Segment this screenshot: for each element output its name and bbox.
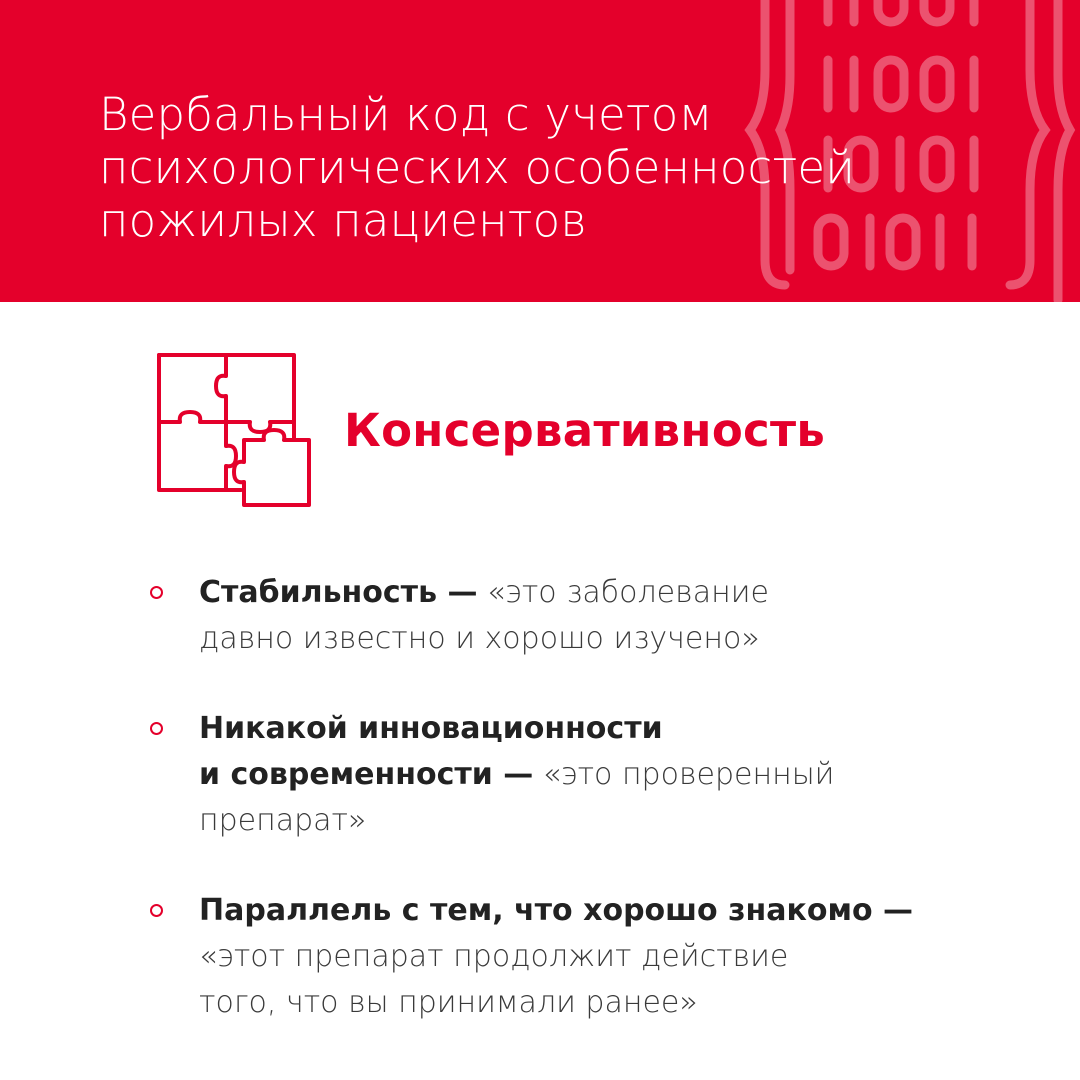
title-line: Вербальный код с учетом <box>99 88 713 141</box>
bullet-quote-text: «это проверенный <box>533 757 835 792</box>
bullet-bold-text: Стабильность — <box>199 575 478 610</box>
bullet-circle-icon <box>150 586 163 599</box>
title-line: пожилых пациентов <box>99 194 587 247</box>
bullet-bold-text: Никакой инновационности <box>199 711 663 746</box>
title-line: психологических особенностей <box>99 141 856 194</box>
page-title <box>99 88 899 247</box>
bullet-bold-text: и современности — <box>199 757 534 792</box>
bullet-quote-text: препарат» <box>199 803 367 838</box>
bullet-quote-text: того, что вы принимали ранее» <box>199 985 698 1020</box>
header-banner <box>0 0 1080 302</box>
bullet-text <box>199 706 939 844</box>
bullet-circle-icon <box>150 722 163 735</box>
bullet-quote-text: «это заболевание <box>477 575 769 610</box>
bullet-quote-text: «этот препарат продолжит действие <box>199 939 789 974</box>
puzzle-icon <box>156 352 316 512</box>
bullet-circle-icon <box>150 904 163 917</box>
bullet-quote-text: давно известно и хорошо изучено» <box>199 621 760 656</box>
bullet-text <box>199 570 939 662</box>
bullet-text <box>199 888 939 1026</box>
bullet-bold-text: Параллель с тем, что хорошо знакомо — <box>199 893 914 928</box>
section-title: Консервативность <box>344 404 826 457</box>
